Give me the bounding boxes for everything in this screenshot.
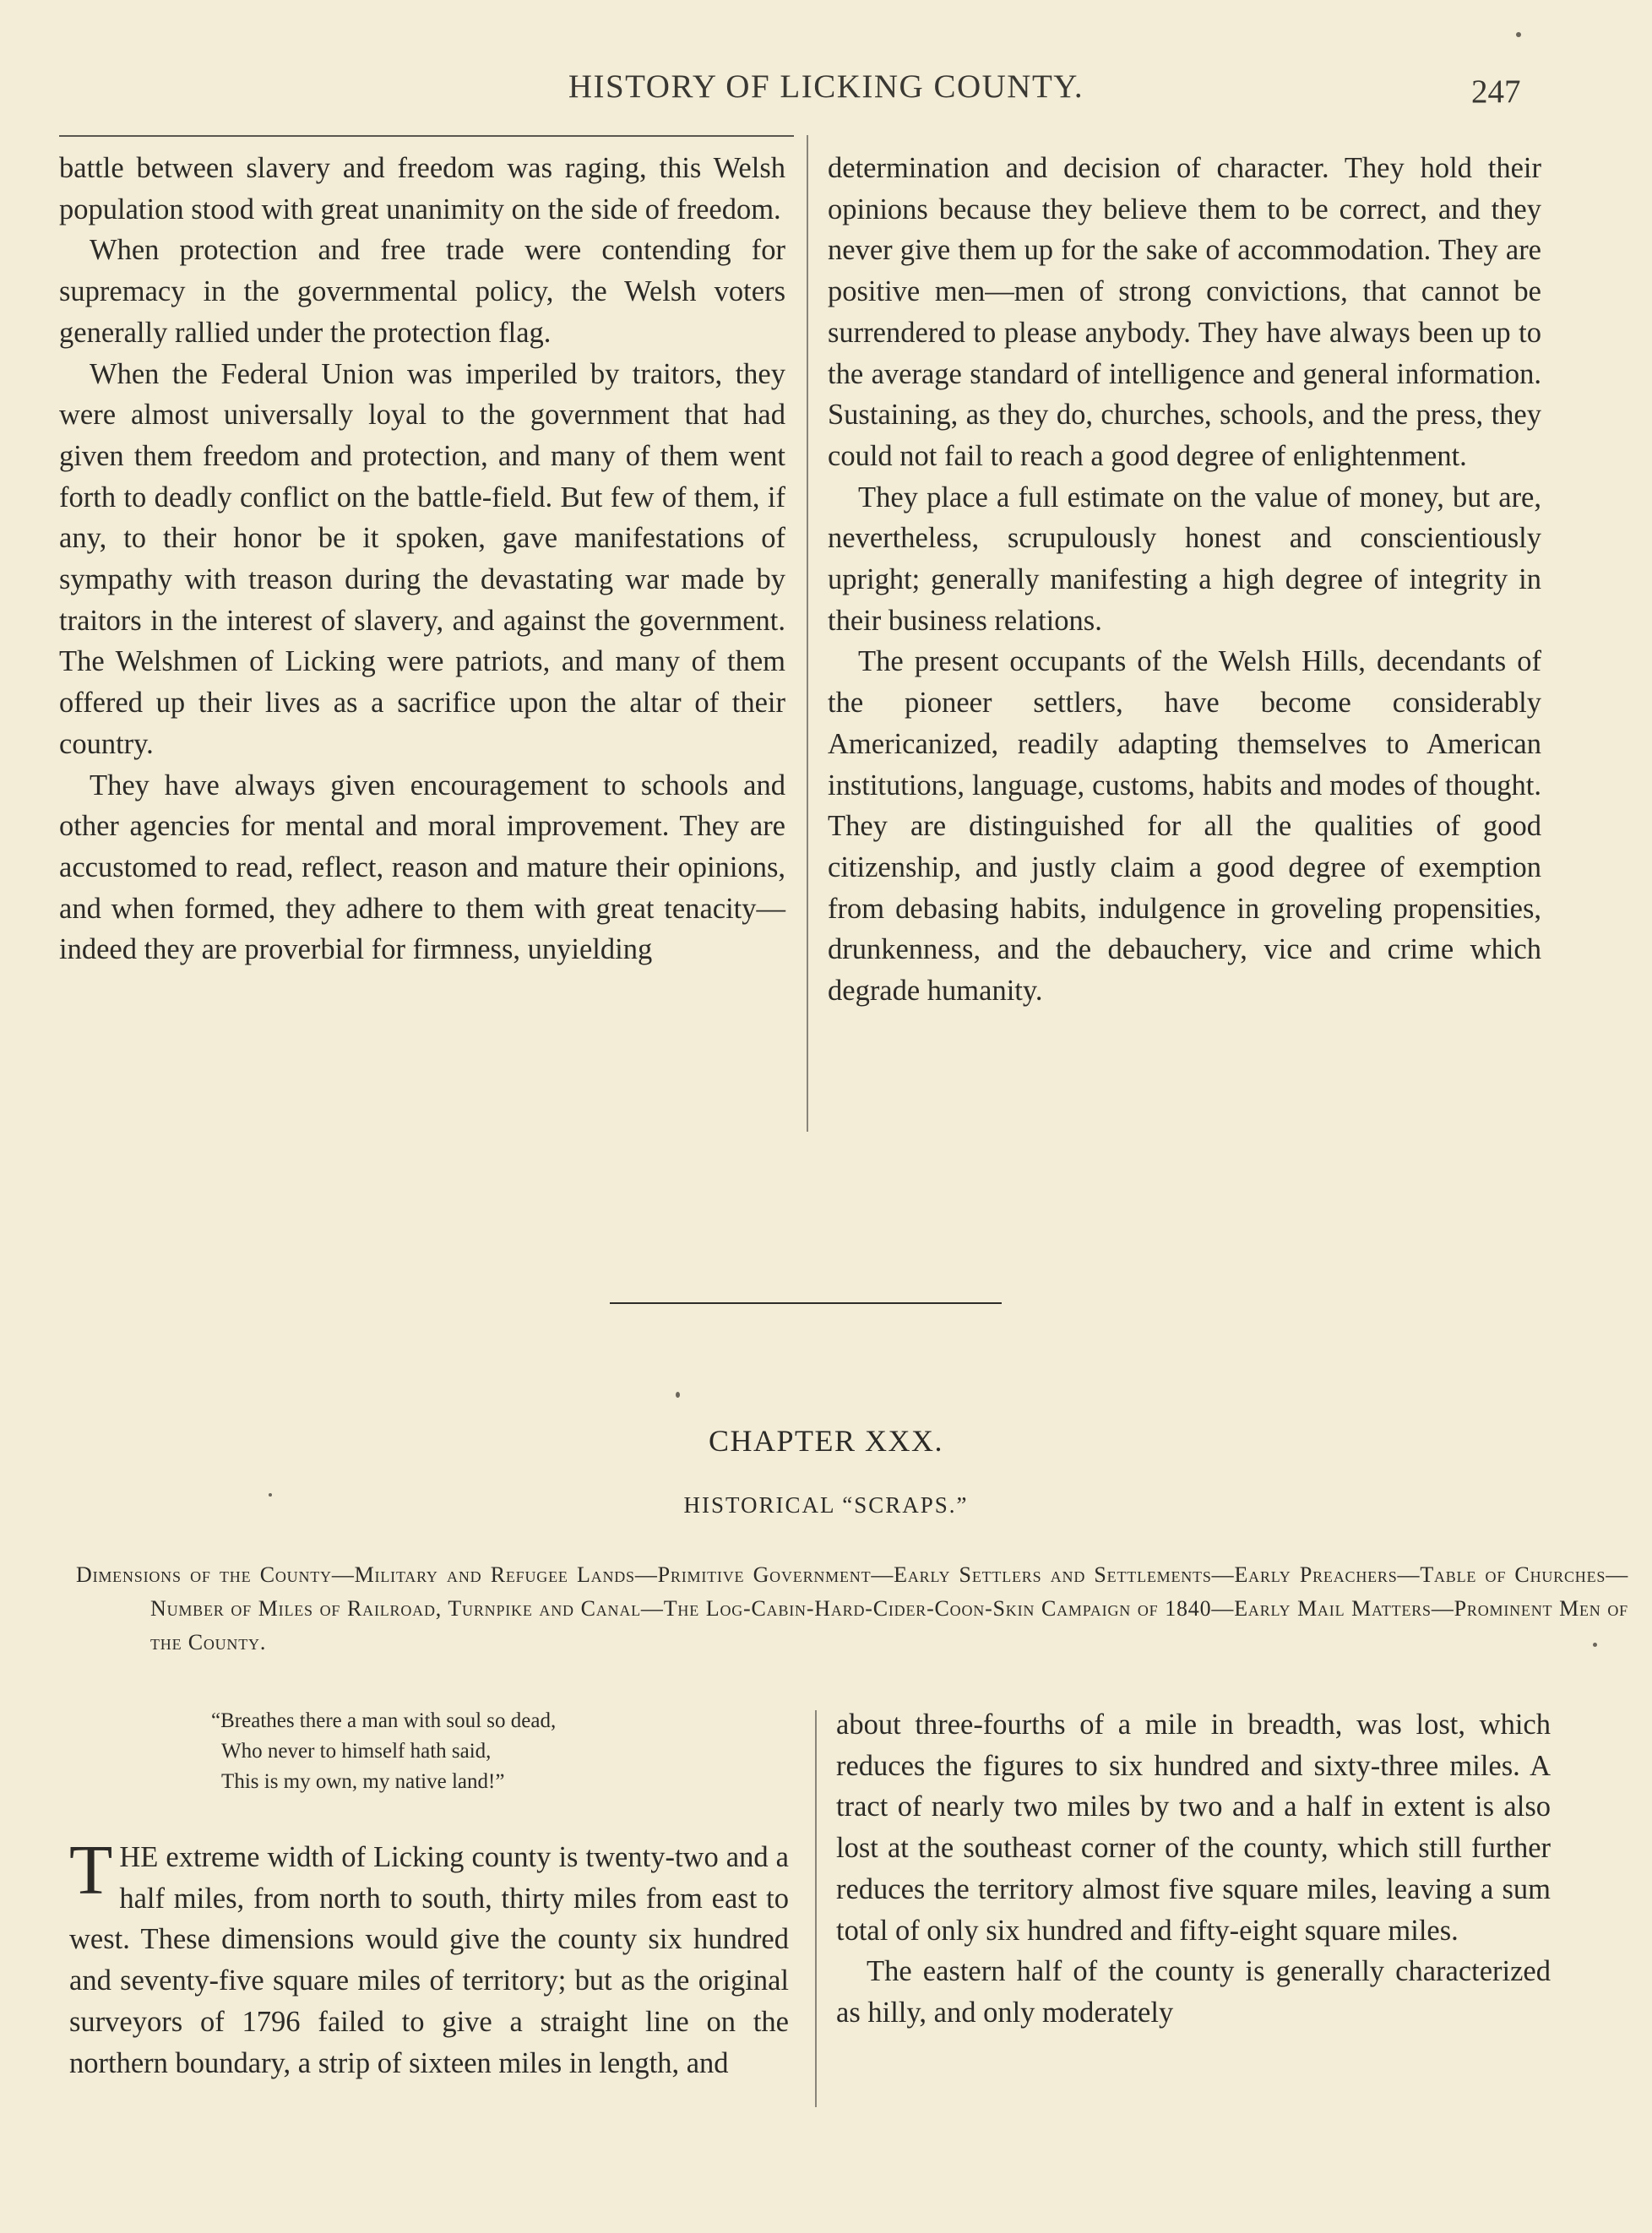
paragraph: The eastern half of the county is generally characterized as hilly, and only moderately [836,1955,1551,2029]
column-divider-bottom [815,1710,817,2107]
left-column [59,148,785,970]
paragraph: The present occupants of the Welsh Hills, decendants of the pioneer settlers, have become considerably Americanized, readily adapting themselves to American institutions, language, customs, habits and modes of thought. They are distinguished for all the qualities of good citizenship, and justly claim a good degree of exemption from debasing habits, indulgence in groveling propensities, drunkenness, and the debauchery, vice and crime which degrade humanity. [828,645,1541,1008]
paper-speck [269,1493,272,1497]
paragraph: battle between slavery and freedom was raging, this Welsh population stood with great unanimity on the side of freedom. [59,152,785,225]
column-divider-top [807,135,808,1132]
epigraph-line: This is my own, my native land!” [211,1770,505,1793]
opening-paragraph [69,1831,789,2084]
bottom-right-column [836,1704,1551,2034]
bottom-left-column [69,1831,789,2084]
paper-speck [676,1392,680,1398]
chapter-title: CHAPTER XXX. [708,1424,943,1458]
paper-speck [1516,32,1521,37]
paragraph-text: extreme width of Licking county is twenty-two and a half miles, from north to south, thirty miles from east to west. These dimensions would give the county six hundred and seventy-five square miles of territory; but as the original surveyors of 1796 failed to give a straight line on the northern boundary, a strip of sixteen miles in length, and [69,1841,789,2079]
paragraph: When protection and free trade were contending for supremacy in the governmental policy, the Welsh voters generally rallied under the protection flag. [59,234,785,349]
paragraph: about three-fourths of a mile in breadth, was lost, which reduces the figures to six hundred and sixty-three miles. A tract of nearly two miles by two and a half in extent is also lost at the southeast corner of the county, which still further reduces the territory almost five square miles, leaving a sum total of only six hundred and fifty-eight square miles. [836,1709,1551,1947]
chapter-subtitle: HISTORICAL “SCRAPS.” [683,1492,969,1518]
right-column [828,148,1541,1012]
header-rule [59,135,794,137]
page-header [0,68,1652,118]
paragraph: determination and decision of character. They hold their opinions because they believe them to be correct, and they never give them up for the sake of accommodation. They are positive men—men of strong convictions, that cannot be surrendered to please anybody. They have always been up to the average standard of intelligence and general information. Sustaining, as they do, churches, schools, and the press, they could not fail to reach a good degree of enlightenment. [828,152,1541,472]
epigraph [211,1706,556,1797]
paragraph: They place a full estimate on the value of money, but are, nevertheless, scrupulously honest and conscientiously upright; generally manifesting a high degree of integrity in their business relations. [828,481,1541,637]
running-head: HISTORY OF LICKING COUNTY. [568,68,1084,105]
epigraph-line: Who never to himself hath said, [211,1740,492,1763]
paragraph: When the Federal Union was imperiled by traitors, they were almost universally loyal to the government that had given them freedom and protection, and many of them went forth to deadly conflict on the battle-field. But few of them, if any, to their honor be it spoken, gave manifestations of sympathy with treason during the devastating war made by traitors in the interest of slavery, and against the government. The Welshmen of Licking were patriots, and many of them offered up their lives as a sacrifice upon the altar of their country. [59,357,785,760]
page-number: 247 [1471,73,1521,110]
first-word: HE [119,1841,159,1873]
section-separator [610,1302,1002,1304]
paper-speck [1593,1643,1597,1647]
drop-cap: T [69,1831,113,1910]
chapter-synopsis: Dimensions of the County—Military and Refugee Lands—Primitive Government—Early Settlers and Settlements—Early Preachers—Table of Churches—Number of Miles of Railroad, Turnpike and Canal—The Log-Cabin-Hard-Cider-Coon-Skin Campaign of 1840—Early Mail Matters—Prominent Men of the County. [76,1562,1628,1654]
epigraph-line: “Breathes there a man with soul so dead, [211,1709,557,1732]
paragraph: They have always given encouragement to schools and other agencies for mental and moral improvement. They are accustomed to read, reflect, reason and mature their opinions, and when formed, they adhere to them with great tenacity—indeed they are proverbial for firmness, unyielding [59,769,785,966]
